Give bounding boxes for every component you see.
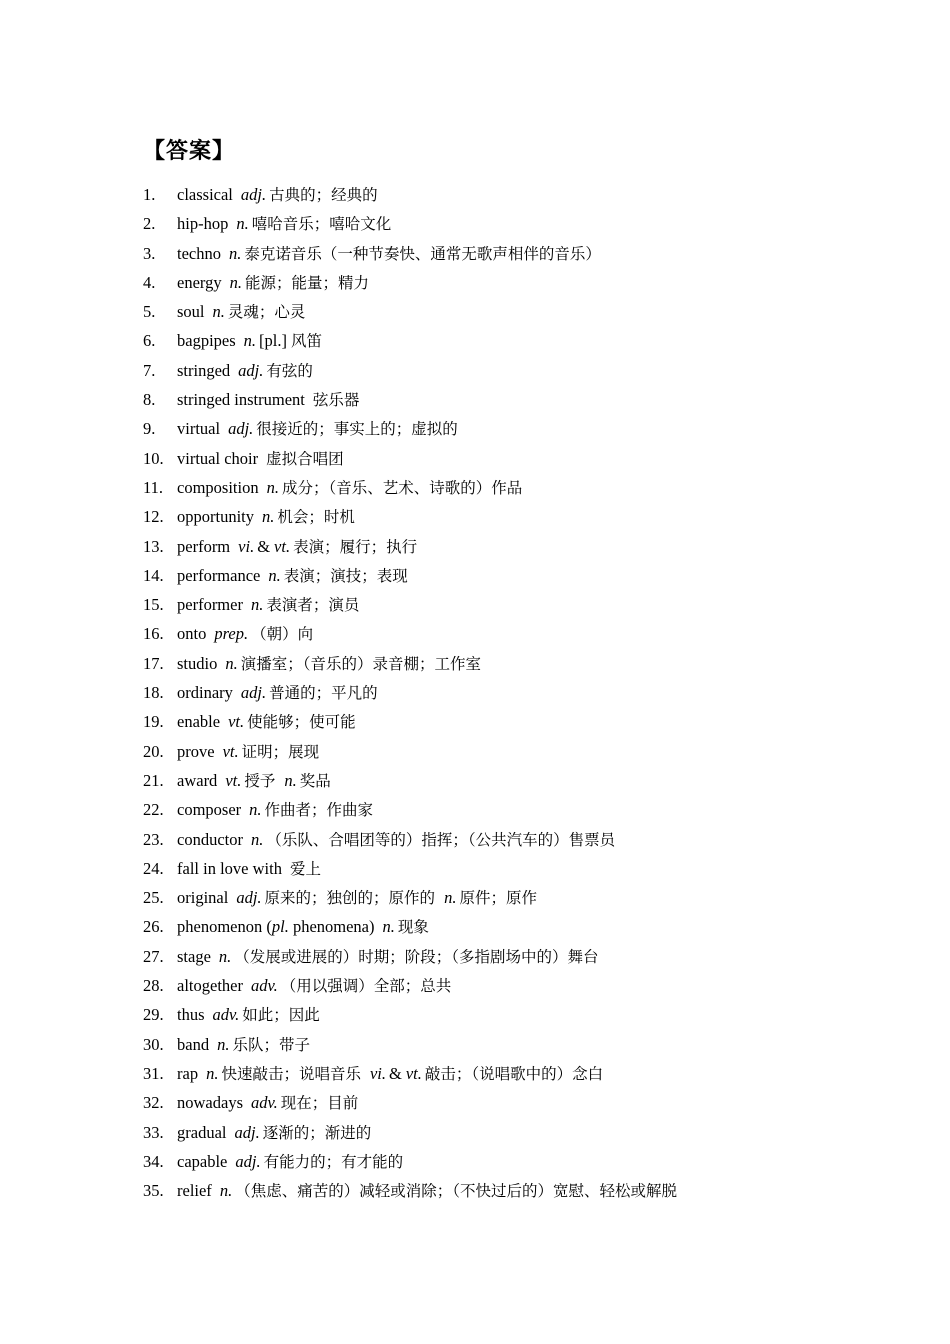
vocab-entry [143, 444, 903, 473]
part-of-speech: n. [236, 214, 249, 234]
vocab-entry [143, 854, 903, 883]
part-of-speech: n. [217, 1034, 230, 1054]
entry-number: 19. [143, 712, 164, 732]
entry-definition: 成分；（音乐、艺术、诗歌的）作品 [281, 478, 523, 497]
entry-definition: 有弦的 [266, 361, 313, 380]
vocab-entry [143, 473, 903, 502]
entry-number: 9. [143, 419, 156, 439]
vocab-entry [143, 707, 903, 736]
part-of-speech: n. [284, 770, 297, 790]
entry-number: 7. [143, 360, 156, 380]
vocab-entry [143, 942, 903, 971]
part-of-speech: n. [444, 888, 457, 908]
entry-word: classical [177, 185, 233, 204]
entry-word: bagpipes [177, 331, 236, 351]
vocab-entry [143, 502, 903, 531]
entry-definition: 很接近的；事实上的；虚拟的 [256, 420, 458, 439]
entry-number: 5. [143, 302, 156, 322]
entry-number: 31. [143, 1063, 164, 1083]
part-of-speech: n. [266, 477, 279, 497]
part-of-speech: vt. [274, 536, 291, 556]
vocab-entry [143, 1088, 903, 1117]
part-of-speech: vi. [238, 536, 255, 556]
entry-number: 17. [143, 653, 164, 673]
vocab-entry [143, 1176, 903, 1205]
entry-word: nowadays [177, 1093, 243, 1113]
vocab-entry [143, 561, 903, 590]
vocab-entry [143, 356, 903, 385]
part-of-speech: adj. [240, 683, 267, 703]
entry-note: & [389, 1063, 402, 1083]
entry-number: 18. [143, 683, 164, 703]
entry-word: fall in love with [177, 858, 282, 878]
vocabulary-list [143, 180, 903, 1205]
entry-word: techno [177, 243, 221, 263]
vocab-entry [143, 326, 903, 355]
vocab-entry [143, 649, 903, 678]
entry-word: hip-hop [177, 214, 229, 234]
entry-number: 14. [143, 565, 164, 585]
entry-word: composition [177, 477, 259, 497]
entry-definition: 逐渐的；渐进的 [262, 1123, 372, 1142]
entry-word: enable [177, 712, 221, 732]
part-of-speech: adj. [236, 888, 262, 908]
part-of-speech: vt. [228, 712, 245, 732]
entry-definition: 演播室；（音乐的）录音棚；工作室 [240, 654, 481, 673]
answer-heading: 【答案】 [143, 139, 236, 164]
entry-definition: （朝）向 [251, 625, 314, 644]
part-of-speech: n. [250, 829, 264, 849]
part-of-speech: vt. [222, 741, 239, 761]
entry-number: 10. [143, 448, 164, 468]
entry-definition: 表演；演技；表现 [283, 566, 408, 585]
entry-word: original [177, 888, 229, 908]
vocab-entry [143, 1030, 903, 1059]
part-of-speech: n. [219, 1181, 233, 1201]
entry-number: 28. [143, 976, 164, 996]
vocab-entry [143, 1000, 903, 1029]
vocab-entry [143, 766, 903, 795]
entry-definition: 快速敲击；说唱音乐 [221, 1064, 361, 1083]
part-of-speech: n. [250, 595, 264, 615]
entry-word: relief [177, 1181, 212, 1201]
entry-word: prove [177, 741, 215, 761]
part-of-speech: adj. [234, 1122, 260, 1142]
part-of-speech: adj. [228, 419, 254, 439]
vocab-entry [143, 268, 903, 297]
entry-word: studio [177, 653, 218, 673]
entry-word: composer [177, 800, 242, 820]
vocab-entry [143, 414, 903, 443]
entry-definition: （乐队、合唱团等的）指挥；（公共汽车的）售票员 [266, 830, 616, 849]
entry-word: phenomenon (pl. phenomena) [177, 917, 375, 937]
entry-note: & [257, 536, 271, 556]
entry-word: conductor [177, 829, 243, 849]
vocab-entry [143, 297, 903, 326]
entry-word: rap [177, 1063, 199, 1083]
entry-definition: 弦乐器 [312, 391, 360, 410]
entry-definition: 风笛 [290, 332, 322, 351]
entry-number: 30. [143, 1034, 164, 1054]
entry-number: 13. [143, 536, 164, 556]
part-of-speech: n. [225, 653, 238, 673]
entry-definition: 如此；因此 [242, 1006, 320, 1025]
part-of-speech: adj. [235, 1151, 261, 1171]
part-of-speech: vt. [225, 770, 242, 790]
entry-number: 6. [143, 331, 156, 351]
vocab-entry [143, 180, 903, 209]
entry-number: 21. [143, 770, 164, 790]
entry-definition: （用以强调）全部；总共 [280, 977, 452, 996]
entry-definition: 古典的；经典的 [269, 186, 378, 204]
entry-word: band [177, 1034, 210, 1054]
entry-definition: 作曲者；作曲家 [264, 801, 374, 820]
vocab-entry [143, 532, 903, 561]
part-of-speech: n. [382, 917, 395, 937]
entry-word: virtual [177, 419, 221, 439]
vocab-entry [143, 1147, 903, 1176]
part-of-speech: adv. [250, 1093, 278, 1113]
vocab-entry [143, 239, 903, 268]
part-of-speech: adj. [238, 360, 264, 380]
entry-definition: 普通的；平凡的 [269, 684, 378, 703]
entry-number: 29. [143, 1005, 164, 1025]
vocab-entry [143, 737, 903, 766]
entry-word: stage [177, 946, 211, 966]
entry-definition: 现在；目前 [280, 1094, 359, 1113]
part-of-speech: vt. [405, 1063, 422, 1083]
entry-definition: 原件；原作 [459, 889, 537, 908]
entry-word: energy [177, 272, 222, 292]
entry-definition: 能源；能量；精力 [244, 273, 369, 292]
vocab-entry [143, 912, 903, 941]
entry-number: 23. [143, 829, 164, 849]
part-of-speech: n. [268, 565, 281, 585]
entry-word: onto [177, 624, 207, 644]
entry-number: 32. [143, 1093, 164, 1113]
entry-definition: 现象 [397, 918, 429, 937]
vocab-entry [143, 590, 903, 619]
part-of-speech: adv. [250, 976, 278, 996]
entry-number: 3. [143, 243, 156, 263]
entry-definition: 表演；履行；执行 [293, 537, 418, 556]
vocab-entry [143, 883, 903, 912]
entry-number: 27. [143, 946, 164, 966]
entry-number: 8. [143, 390, 156, 410]
entry-number: 12. [143, 507, 164, 527]
vocab-entry [143, 1118, 903, 1147]
vocab-entry [143, 1059, 903, 1088]
entry-number: 4. [143, 272, 156, 292]
entry-word: gradual [177, 1122, 227, 1142]
entry-word: altogether [177, 976, 243, 996]
vocab-entry [143, 209, 903, 238]
vocab-entry [143, 385, 903, 414]
entry-definition: 奖品 [299, 771, 331, 790]
entry-definition: 证明；展现 [241, 742, 320, 761]
entry-word: virtual choir [177, 448, 259, 468]
entry-number: 11. [143, 477, 164, 497]
part-of-speech: n. [243, 331, 257, 351]
entry-definition: 授予 [244, 771, 276, 790]
entry-number: 22. [143, 800, 164, 820]
entry-word: ordinary [177, 683, 233, 703]
entry-definition: 爱上 [289, 859, 321, 878]
entry-number: 16. [143, 624, 164, 644]
entry-word: capable [177, 1151, 228, 1171]
part-of-speech: n. [218, 946, 232, 966]
part-of-speech: n. [206, 1063, 219, 1083]
entry-definition: （发展或进展的）时期；阶段；（多指剧场中的）舞台 [234, 947, 599, 966]
vocab-entry [143, 971, 903, 1000]
entry-definition: 原来的；独创的；原作的 [264, 889, 436, 908]
entry-number: 2. [143, 214, 156, 234]
vocab-entry [143, 678, 903, 707]
part-of-speech: n. [212, 302, 225, 322]
entry-definition: 嘻哈音乐；嘻哈文化 [251, 215, 392, 234]
part-of-speech: n. [262, 507, 275, 527]
entry-word: thus [177, 1005, 205, 1025]
entry-number: 26. [143, 917, 164, 937]
entry-definition: 乐队；带子 [232, 1035, 310, 1054]
vocab-entry [143, 825, 903, 854]
entry-definition: 泰克诺音乐（一种节奏快、通常无歌声相伴的音乐） [244, 244, 601, 263]
entry-definition: 机会；时机 [277, 508, 355, 527]
entry-definition: 虚拟合唱团 [266, 449, 344, 468]
part-of-speech: vi. [369, 1063, 387, 1083]
part-of-speech: n. [249, 800, 262, 820]
vocab-entry [143, 619, 903, 648]
entry-definition: （焦虑、痛苦的）减轻或消除；（不快过后的）宽慰、轻松或解脱 [235, 1182, 677, 1201]
part-of-speech: n. [229, 272, 242, 292]
entry-definition: 表演者；演员 [266, 596, 360, 615]
entry-number: 35. [143, 1181, 164, 1201]
entry-definition: 使能够；使可能 [247, 713, 356, 732]
part-of-speech: prep. [214, 624, 249, 644]
part-of-speech: adj. [240, 185, 267, 204]
entry-definition: 敲击；（说唱歌中的）念白 [424, 1064, 604, 1083]
entry-number: 33. [143, 1122, 164, 1142]
entry-number: 20. [143, 741, 164, 761]
entry-word: stringed instrument [177, 390, 305, 410]
entry-word: perform [177, 536, 231, 556]
entry-number: 15. [143, 595, 164, 615]
entry-number: 34. [143, 1151, 164, 1171]
entry-word: opportunity [177, 507, 254, 527]
entry-number: 1. [143, 185, 156, 204]
entry-word: award [177, 770, 218, 790]
entry-definition: 有能力的；有才能的 [263, 1152, 404, 1171]
vocab-entry [143, 795, 903, 824]
entry-definition: 灵魂；心灵 [227, 303, 306, 322]
entry-number: 25. [143, 888, 164, 908]
entry-word: soul [177, 302, 205, 322]
entry-word: stringed [177, 360, 231, 380]
part-of-speech: n. [228, 243, 242, 263]
part-of-speech: adv. [212, 1005, 240, 1025]
entry-word: performance [177, 565, 261, 585]
entry-note: [pl.] [259, 331, 287, 351]
entry-word: performer [177, 595, 243, 615]
entry-number: 24. [143, 858, 164, 878]
